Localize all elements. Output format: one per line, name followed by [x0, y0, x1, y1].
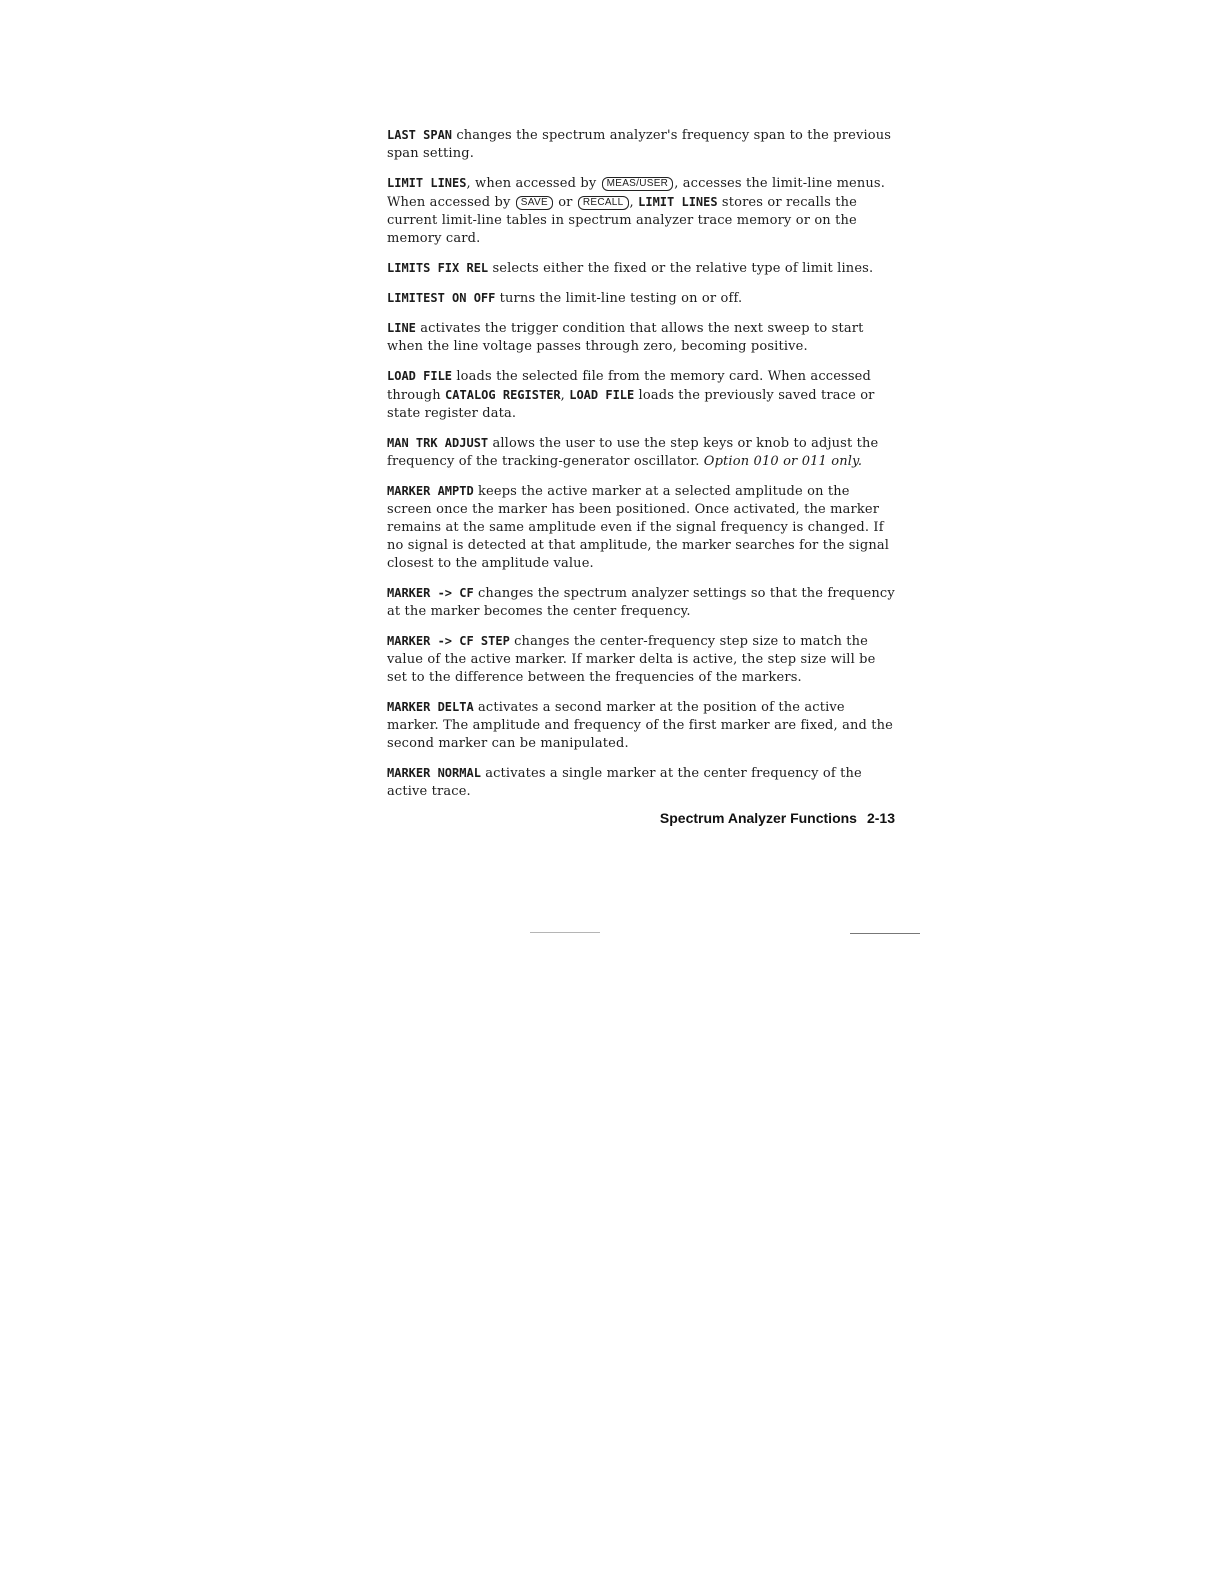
entry-man-trk-adjust — [387, 434, 895, 471]
softkey-name: MARKER DELTA — [387, 700, 474, 714]
description: , — [560, 388, 570, 403]
function-descriptions — [387, 126, 895, 812]
page-footer — [387, 810, 895, 826]
description: activates a single marker at the center frequency of the active trace. — [387, 766, 862, 799]
footer-title: Spectrum Analyzer Functions — [659, 810, 857, 826]
softkey-name: LOAD FILE — [387, 369, 453, 383]
softkey-name: LIMITS FIX REL — [387, 261, 489, 275]
softkey-name: MARKER -> CF — [387, 586, 474, 600]
scan-artifact — [850, 933, 920, 934]
hardkey-meas-user: MEAS/USER — [602, 177, 674, 191]
hardkey-recall: RECALL — [578, 196, 629, 210]
description: , — [629, 195, 639, 210]
option-note: Option 010 or 011 only. — [703, 454, 863, 469]
scan-artifact — [530, 932, 600, 933]
page-number: 2-13 — [866, 810, 895, 826]
softkey-name: CATALOG REGISTER — [445, 388, 561, 402]
description: selects either the fixed or the relative type of limit lines. — [488, 261, 874, 276]
entry-line — [387, 319, 895, 356]
description: , accesses the limit-line menus. When accessed by — [387, 176, 886, 210]
description: , when accessed by — [466, 176, 601, 191]
entry-marker-delta — [387, 698, 895, 753]
entry-marker-cf-step — [387, 632, 895, 687]
description: stores or recalls the current limit-line tables in spectrum analyzer trace memory or on the memory card. — [387, 195, 857, 246]
entry-load-file — [387, 367, 895, 423]
softkey-name: MAN TRK ADJUST — [387, 436, 489, 450]
softkey-name: MARKER NORMAL — [387, 766, 481, 780]
description: loads the previously saved trace or state register data. — [387, 388, 875, 421]
description: loads the selected file from the memory card. When accessed through — [387, 369, 871, 403]
description: or — [553, 195, 577, 210]
softkey-name: MARKER -> CF STEP — [387, 634, 510, 648]
description: changes the spectrum analyzer settings so that the frequency at the marker becomes the center frequency. — [387, 586, 895, 619]
description: changes the spectrum analyzer's frequency span to the previous span setting. — [387, 128, 892, 161]
description: turns the limit-line testing on or off. — [495, 291, 743, 306]
description: allows the user to use the step keys or knob to adjust the frequency of the tracking-generator oscillator. — [387, 436, 879, 469]
entry-limit-lines — [387, 174, 895, 248]
entry-limits-fix-rel — [387, 259, 895, 278]
entry-marker-normal — [387, 764, 895, 801]
entry-marker-cf — [387, 584, 895, 621]
hardkey-save: SAVE — [516, 196, 553, 210]
softkey-name: LIMITEST ON OFF — [387, 291, 496, 305]
entry-limitest-on-off — [387, 289, 895, 308]
description: keeps the active marker at a selected amplitude on the screen once the marker has been positioned. Once activated, the marker remains at the same amplitude even if the signal frequency is changed. If no signal is detected at that amplitude, the marker searches for the signal closest to the amplitude value. — [387, 484, 890, 571]
description: activates a second marker at the position of the active marker. The amplitude and frequency of the first marker are fixed, and the second marker can be manipulated. — [387, 700, 894, 751]
softkey-name: LAST SPAN — [387, 128, 453, 142]
description: changes the center-frequency step size to match the value of the active marker. If marker delta is active, the step size will be set to the difference between the frequencies of the markers. — [387, 634, 876, 685]
softkey-name: LIMIT LINES — [638, 195, 718, 209]
softkey-name: LINE — [387, 321, 416, 335]
softkey-name: LOAD FILE — [569, 388, 635, 402]
entry-last-span — [387, 126, 895, 163]
entry-marker-amptd — [387, 482, 895, 573]
softkey-name: LIMIT LINES — [387, 176, 467, 190]
description: activates the trigger condition that allows the next sweep to start when the line voltage passes through zero, becoming positive. — [387, 321, 864, 354]
softkey-name: MARKER AMPTD — [387, 484, 474, 498]
